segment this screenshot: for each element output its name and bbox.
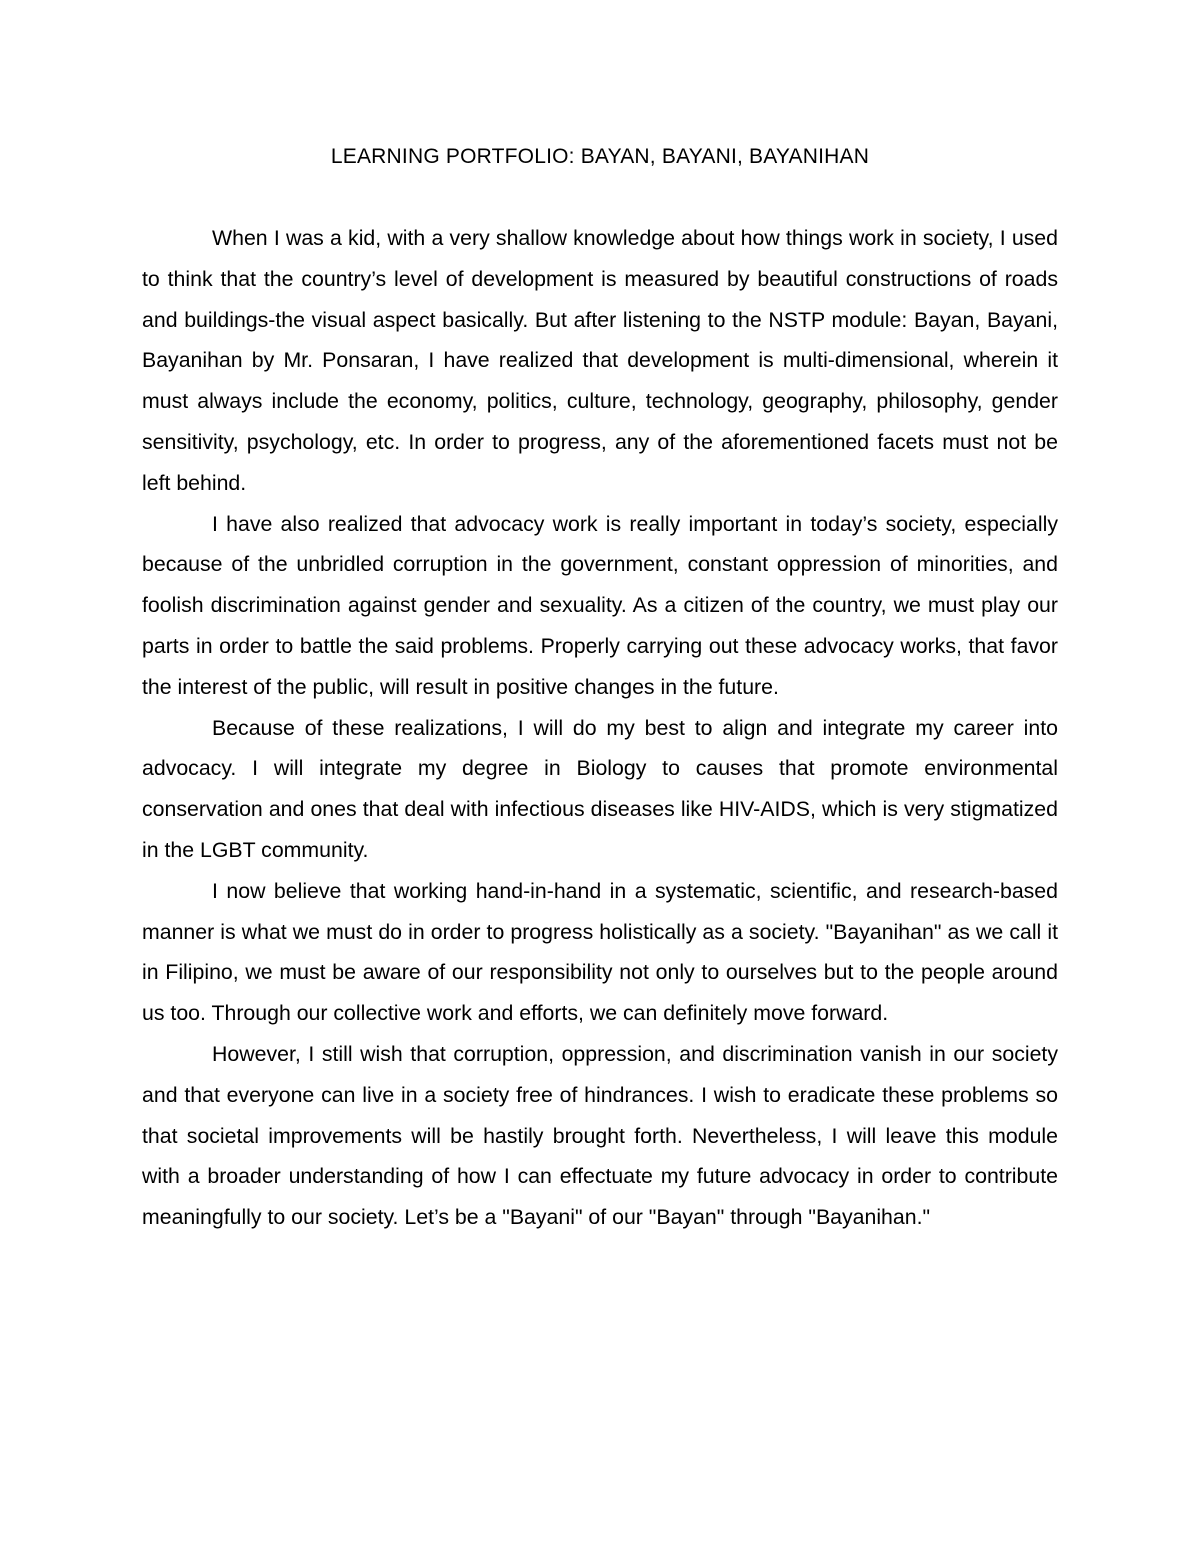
document-body — [142, 218, 1058, 1238]
document-title: LEARNING PORTFOLIO: BAYAN, BAYANI, BAYANIHAN — [330, 145, 870, 168]
paragraph-2: I have also realized that advocacy work is really important in today’s society, especially because of the unbridled corruption in the government, constant oppression of minorities, and foolish discrimination against gender and sexuality. As a citizen of the country, we must play our parts in order to battle the said problems. Properly carrying out these advocacy works, that favor the interest of the public, will result in positive changes in the future. — [142, 511, 1058, 699]
paragraph-1: When I was a kid, with a very shallow knowledge about how things work in society, I used to think that the country’s level of development is measured by beautiful constructions of roads and buildings-the visual aspect basically. But after listening to the NSTP module: Bayan, Bayani, Bayanihan by Mr. Ponsaran, I have realized that development is multi-dimensional, wherein it must always include the economy, politics, culture, technology, geography, philosophy, gender sensitivity, psychology, etc. In order to progress, any of the aforementioned facets must not be left behind. — [142, 226, 1058, 495]
paragraph-4: I now believe that working hand-in-hand in a systematic, scientific, and research-based manner is what we must do in order to progress holistically as a society. "Bayanihan" as we call it in Filipino, we must be aware of our responsibility not only to ourselves but to the people around us too. Through our collective work and efforts, we can definitely move forward. — [142, 878, 1058, 1026]
paragraph-5: However, I still wish that corruption, oppression, and discrimination vanish in our society and that everyone can live in a society free of hindrances. I wish to eradicate these problems so that societal improvements will be hastily brought forth. Nevertheless, I will leave this module with a broader understanding of how I can effectuate my future advocacy in order to contribute meaningfully to our society. Let’s be a "Bayani" of our "Bayan" through "Bayanihan." — [142, 1041, 1058, 1230]
paragraph-3: Because of these realizations, I will do my best to align and integrate my career into advocacy. I will integrate my degree in Biology to causes that promote environmental conservation and ones that deal with infectious diseases like HIV-AIDS, which is very stigmatized in the LGBT community. — [142, 715, 1058, 862]
